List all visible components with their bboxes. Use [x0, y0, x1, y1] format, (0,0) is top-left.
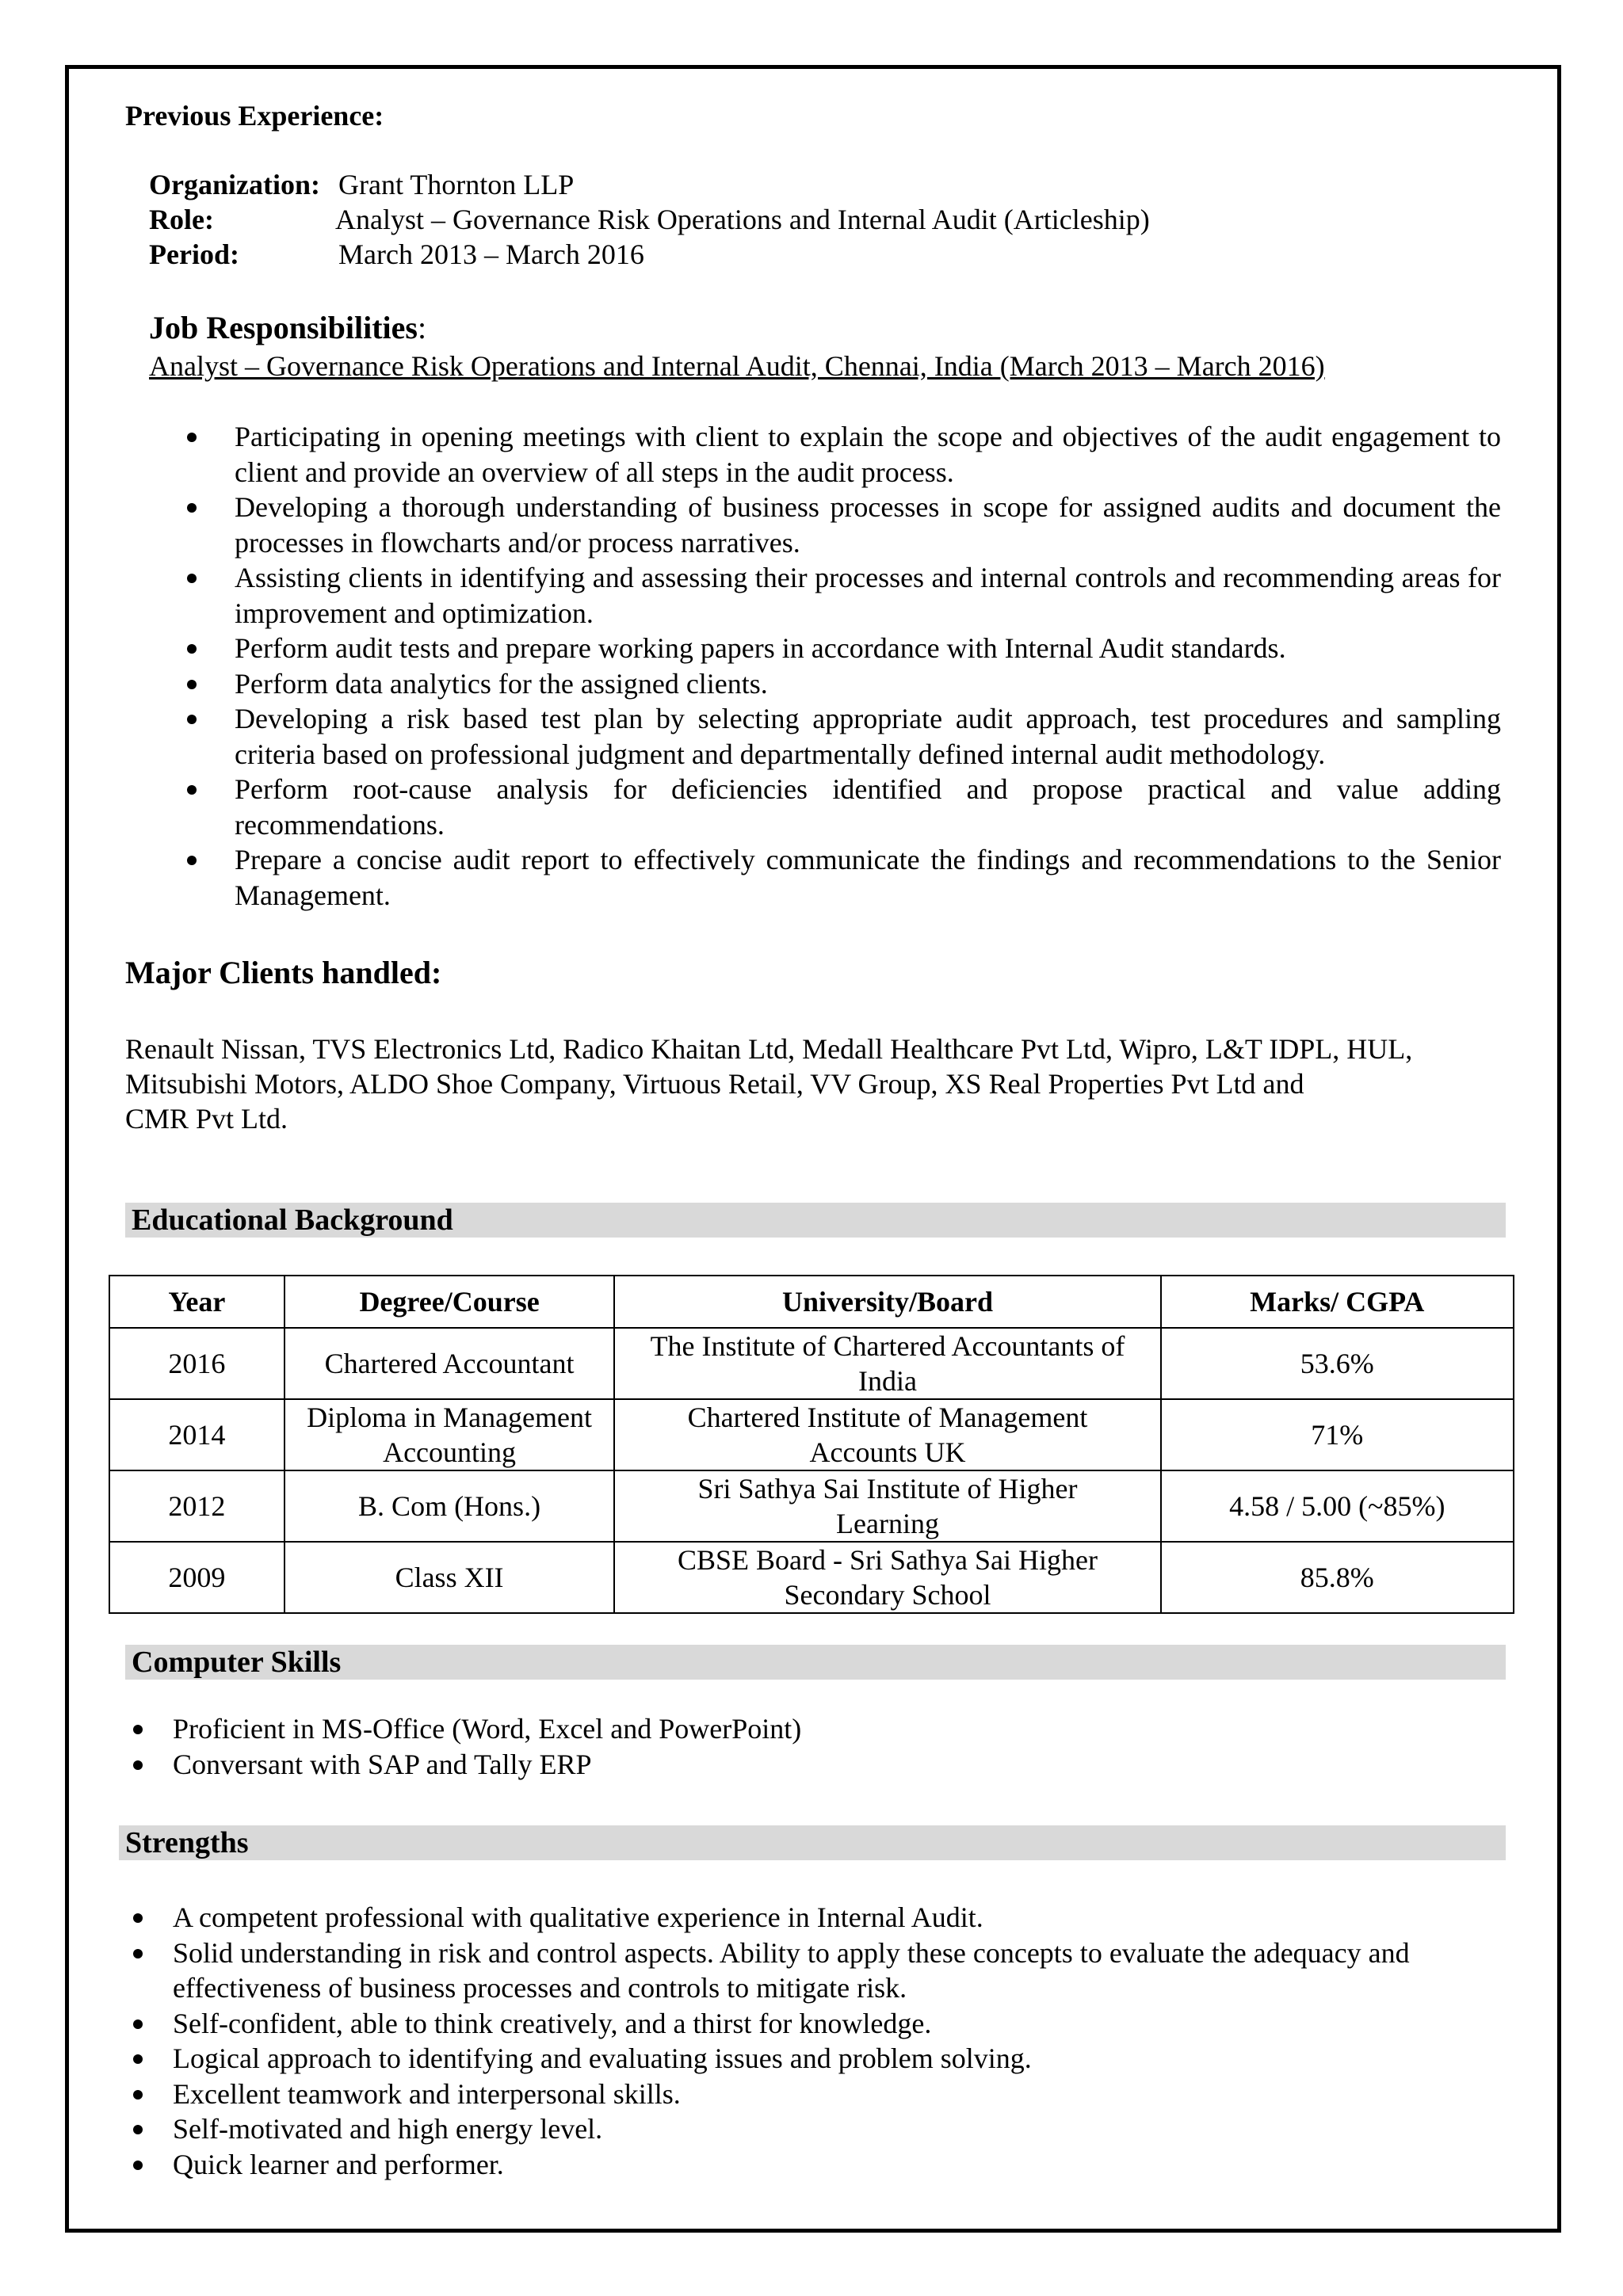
bullet-icon — [133, 2161, 143, 2170]
list-item: Prepare a concise audit report to effectively communicate the findings and recommendations to the Senior Management. — [235, 842, 1501, 913]
bullet-icon — [133, 2054, 143, 2064]
computer-skills-heading: Computer Skills — [125, 1645, 1506, 1680]
bullet-icon — [133, 1913, 143, 1923]
bullet-icon — [133, 1725, 143, 1734]
list-item: Developing a risk based test plan by selecting appropriate audit approach, test procedures and sampling criteria based on professional judgment and departmentally defined internal audit methodology. — [235, 701, 1501, 772]
job-responsibilities-list — [235, 419, 1501, 913]
period-label: Period: — [149, 238, 239, 270]
bullet-icon — [187, 856, 197, 865]
list-item: Excellent teamwork and interpersonal skills. — [173, 2077, 1501, 2112]
cell-year: 2012 — [109, 1470, 285, 1542]
list-item: Quick learner and performer. — [173, 2147, 1501, 2183]
cell-year: 2016 — [109, 1328, 285, 1399]
bullet-icon — [133, 2019, 143, 2029]
bullet-icon — [133, 1760, 143, 1770]
table-header-row — [109, 1276, 1514, 1328]
organization-label: Organization: — [149, 169, 320, 200]
table-row — [109, 1328, 1514, 1399]
computer-skills-list — [173, 1711, 1504, 1782]
cell-university: Sri Sathya Sai Institute of Higher Learning — [614, 1470, 1160, 1542]
bullet-icon — [133, 2090, 143, 2100]
list-item: Conversant with SAP and Tally ERP — [173, 1747, 1504, 1783]
bullet-icon — [187, 715, 197, 724]
cell-year: 2009 — [109, 1542, 285, 1613]
bullet-icon — [187, 574, 197, 583]
header-university: University/Board — [614, 1276, 1160, 1328]
cell-marks: 71% — [1161, 1399, 1514, 1470]
list-item: Solid understanding in risk and control aspects. Ability to apply these concepts to evaluate the adequacy and effectiveness of business processes and controls to mitigate risk. — [173, 1936, 1501, 2006]
role-value: Analyst – Governance Risk Operations and Internal Audit (Articleship) — [335, 204, 1150, 235]
list-item: Proficient in MS-Office (Word, Excel and PowerPoint) — [173, 1711, 1504, 1747]
list-item: Self-motivated and high energy level. — [173, 2111, 1501, 2147]
organization-value: Grant Thornton LLP — [338, 169, 575, 200]
period-value: March 2013 – March 2016 — [338, 238, 644, 270]
cell-degree: Class XII — [285, 1542, 615, 1613]
job-subtitle: Analyst – Governance Risk Operations and Internal Audit, Chennai, India (March 2013 – March 2016) — [149, 350, 1325, 382]
cell-year: 2014 — [109, 1399, 285, 1470]
bullet-icon — [187, 644, 197, 654]
list-item: Assisting clients in identifying and assessing their processes and internal controls and recommending areas for improvement and optimization. — [235, 560, 1501, 631]
clients-line-2: Mitsubishi Motors, ALDO Shoe Company, Virtuous Retail, VV Group, XS Real Properties Pvt Ltd and — [125, 1068, 1304, 1100]
role-label: Role: — [149, 204, 214, 235]
list-item: Perform audit tests and prepare working papers in accordance with Internal Audit standards. — [235, 631, 1501, 666]
bullet-icon — [133, 2125, 143, 2134]
educational-background-heading: Educational Background — [125, 1203, 1506, 1238]
cell-degree: B. Com (Hons.) — [285, 1470, 615, 1542]
major-clients-heading: Major Clients handled: — [125, 955, 442, 990]
bullet-icon — [187, 433, 197, 442]
table-row — [109, 1542, 1514, 1613]
bullet-icon — [187, 503, 197, 513]
cell-university: The Institute of Chartered Accountants of India — [614, 1328, 1160, 1399]
cell-university: Chartered Institute of Management Accounts UK — [614, 1399, 1160, 1470]
header-degree: Degree/Course — [285, 1276, 615, 1328]
strengths-list — [173, 1900, 1501, 2182]
list-item: Logical approach to identifying and evaluating issues and problem solving. — [173, 2041, 1501, 2077]
job-responsibilities-heading — [149, 309, 426, 346]
list-item: Self-confident, able to think creatively, and a thirst for knowledge. — [173, 2006, 1501, 2042]
job-heading-colon: : — [417, 310, 427, 345]
list-item: A competent professional with qualitative experience in Internal Audit. — [173, 1900, 1501, 1936]
cell-marks: 85.8% — [1161, 1542, 1514, 1613]
cell-marks: 53.6% — [1161, 1328, 1514, 1399]
header-marks: Marks/ CGPA — [1161, 1276, 1514, 1328]
table-row — [109, 1470, 1514, 1542]
list-item: Perform root-cause analysis for deficiencies identified and propose practical and value adding recommendations. — [235, 772, 1501, 842]
cell-degree: Chartered Accountant — [285, 1328, 615, 1399]
bullet-icon — [187, 680, 197, 689]
list-item: Participating in opening meetings with client to explain the scope and objectives of the audit engagement to client and provide an overview of all steps in the audit process. — [235, 419, 1501, 490]
strengths-heading: Strengths — [119, 1825, 1506, 1860]
clients-line-3: CMR Pvt Ltd. — [125, 1103, 288, 1135]
job-heading-text: Job Responsibilities — [149, 310, 418, 345]
bullet-icon — [133, 1949, 143, 1958]
bullet-icon — [187, 785, 197, 795]
clients-line-1: Renault Nissan, TVS Electronics Ltd, Radico Khaitan Ltd, Medall Healthcare Pvt Ltd, Wipro, L&T IDPL, HUL, — [125, 1033, 1413, 1065]
list-item: Perform data analytics for the assigned clients. — [235, 666, 1501, 702]
cell-marks: 4.58 / 5.00 (~85%) — [1161, 1470, 1514, 1542]
cell-degree: Diploma in Management Accounting — [285, 1399, 615, 1470]
header-year: Year — [109, 1276, 285, 1328]
education-table — [109, 1275, 1514, 1614]
previous-experience-heading: Previous Experience: — [125, 100, 384, 132]
table-row — [109, 1399, 1514, 1470]
list-item: Developing a thorough understanding of business processes in scope for assigned audits and document the processes in flowcharts and/or process narratives. — [235, 490, 1501, 560]
cell-university: CBSE Board - Sri Sathya Sai Higher Secondary School — [614, 1542, 1160, 1613]
